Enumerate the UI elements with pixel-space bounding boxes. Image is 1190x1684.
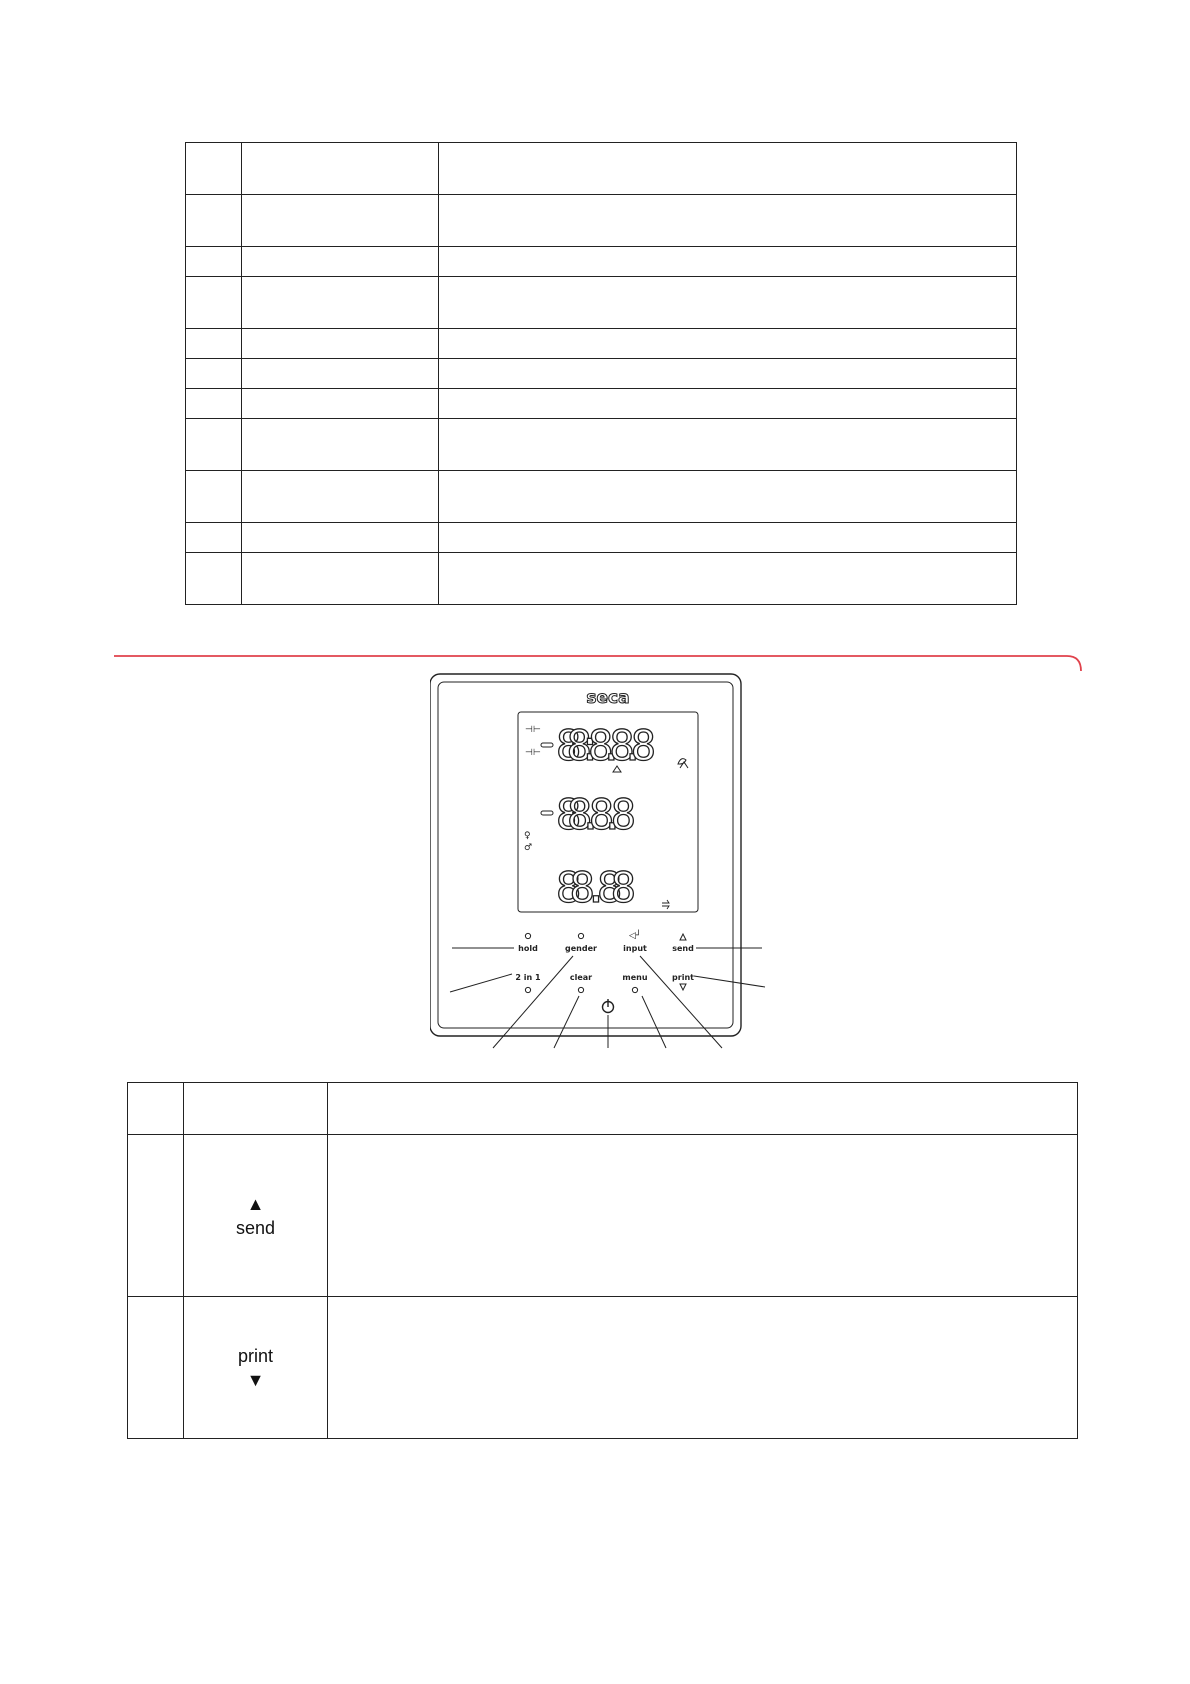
callout-lines [450,948,765,1048]
figure-icon [678,759,688,768]
key-description-table [127,1082,1078,1439]
down-triangle-icon: ▼ [246,1369,265,1390]
clear-key[interactable]: clear [569,973,593,982]
menu-key[interactable]: menu [622,973,648,982]
input-key[interactable]: input [623,944,647,953]
svg-text:♂: ♂ [524,843,533,853]
lcd-digits-row3: 88.88 [556,863,636,912]
header-cell [328,1083,1078,1135]
brand-logo: seca [586,688,630,708]
table-row [128,1135,1078,1297]
bottom-table-header [128,1083,1078,1135]
key-symbol-cell [184,1297,328,1439]
table-row [128,1297,1078,1439]
enter-arrow-icon: ◁┘ [628,931,642,941]
key-label: send [235,1217,276,1238]
gender-led-icon [578,933,583,938]
up-triangle-icon: ▲ [246,1193,265,1214]
clear-led-icon [578,987,583,992]
section-divider [0,0,1190,690]
send-key[interactable]: send [672,944,694,953]
minus-sign-row2 [541,811,553,815]
key-label: print [237,1345,273,1366]
header-cell [184,1083,328,1135]
svg-text:♀: ♀ [524,831,531,841]
gender-key[interactable]: gender [565,944,597,953]
send-triangle-icon [680,934,686,940]
print-key[interactable]: print [672,973,694,982]
device-control-panel [430,670,770,1050]
hold-led-icon [525,933,530,938]
transfer-arrows-icon [662,900,669,909]
key-symbol-cell [184,1135,328,1297]
menu-led-icon [632,987,637,992]
print-triangle-icon [680,984,686,990]
lcd-digits-row1: 88:8.8.8 [556,721,656,770]
svg-text:⊣⊢: ⊣⊢ [525,748,541,758]
two-in-one-led-icon [525,987,530,992]
table-cell [128,1297,184,1439]
lcd-digits-row2: 88.8.8 [556,790,636,839]
svg-text:⊣⊢: ⊣⊢ [525,725,541,735]
minus-sign-row1 [541,743,553,747]
description-cell [328,1297,1078,1439]
header-cell [128,1083,184,1135]
two-in-one-key[interactable]: 2 in 1 [515,973,541,982]
hold-key[interactable]: hold [518,944,538,953]
description-cell [328,1135,1078,1297]
table-cell [128,1135,184,1297]
power-icon[interactable] [603,999,614,1013]
